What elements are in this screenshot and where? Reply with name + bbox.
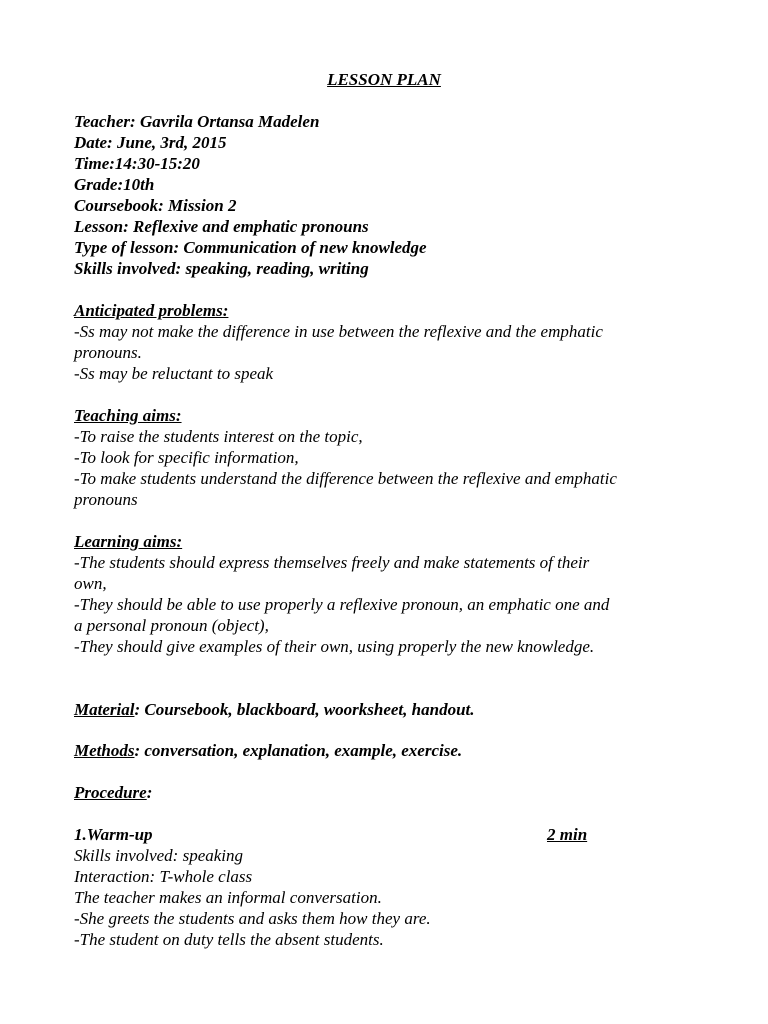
procedure-colon: : [146,783,153,802]
material-text: : Coursebook, blackboard, woorksheet, handout. [134,700,475,719]
warmup-duration: 2 min [547,825,588,844]
warmup-heading-line [74,824,587,845]
teacher-line: Teacher: Gavrila Ortansa Madelen [74,112,320,131]
anticipated-problems-heading: Anticipated problems: [74,301,229,320]
procedure-label: Procedure [74,783,147,802]
time-line: Time:14:30-15:20 [74,154,200,173]
teaching-aim-line: -To make students understand the difference between the reflexive and emphatic [74,469,617,488]
anticipated-problem-line: -Ss may not make the difference in use between the reflexive and the emphatic [74,322,603,341]
warmup-line: -The student on duty tells the absent students. [74,930,384,949]
warmup-line: -She greets the students and asks them how they are. [74,909,431,928]
learning-aim-line: -The students should express themselves freely and make statements of their [74,553,590,572]
page-title: LESSON PLAN [327,70,441,89]
warmup-line: The teacher makes an informal conversation. [74,888,382,907]
learning-aims-heading: Learning aims: [74,532,183,551]
anticipated-problem-line: pronouns. [74,343,142,362]
teaching-aims-heading: Teaching aims: [74,406,182,425]
date-line: Date: June, 3rd, 2015 [74,133,227,152]
coursebook-line: Coursebook: Mission 2 [74,196,237,215]
teaching-aim-line: pronouns [74,490,138,509]
material-line [74,699,475,720]
learning-aim-line: own, [74,574,107,593]
methods-line [74,740,462,761]
procedure-line [74,782,152,803]
skills-line: Skills involved: speaking, reading, writing [74,259,369,278]
lesson-line: Lesson: Reflexive and emphatic pronouns [74,217,369,236]
teaching-aim-line: -To look for specific information, [74,448,299,467]
teaching-aim-line: -To raise the students interest on the topic, [74,427,363,446]
lesson-type-line: Type of lesson: Communication of new knowledge [74,238,427,257]
warmup-heading: 1.Warm-up [74,825,153,844]
material-label: Material [74,700,135,719]
methods-text: : conversation, explanation, example, exercise. [134,741,463,760]
grade-line: Grade:10th [74,175,155,194]
methods-label: Methods [74,741,135,760]
warmup-line: Interaction: T-whole class [74,867,253,886]
warmup-line: Skills involved: speaking [74,846,244,865]
learning-aim-line: a personal pronoun (object), [74,616,269,635]
anticipated-problem-line: -Ss may be reluctant to speak [74,364,274,383]
learning-aim-line: -They should give examples of their own, using properly the new knowledge. [74,637,595,656]
learning-aim-line: -They should be able to use properly a reflexive pronoun, an emphatic one and [74,595,610,614]
